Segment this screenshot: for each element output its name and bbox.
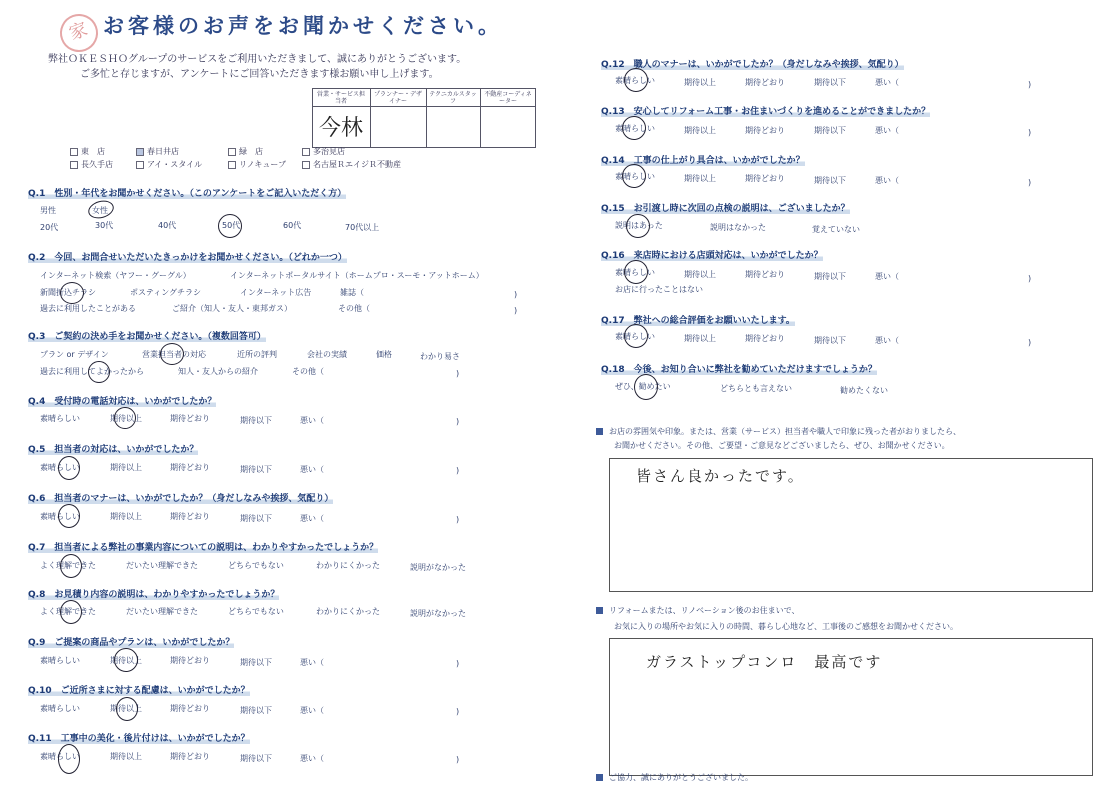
rating-option[interactable]: 期待以上	[110, 752, 142, 761]
answer-circle	[116, 697, 138, 721]
rating-option[interactable]: 期待以上	[684, 78, 716, 87]
store-option[interactable]: リノキューブ	[228, 159, 286, 170]
rating-option[interactable]: 素晴らしい	[615, 124, 655, 133]
answer-circle	[88, 361, 110, 383]
question-q17: Q.17 弊社への総合評価をお願いいたします。	[601, 316, 795, 326]
q1-gender-female[interactable]: 女性	[92, 206, 108, 215]
rating-option[interactable]: 悪い（	[300, 416, 324, 425]
q1-age-20[interactable]: 20代	[40, 223, 59, 232]
answer-circle	[58, 744, 80, 774]
rating-option[interactable]: 悪い（	[300, 706, 324, 715]
intro-line-2: ご多忙と存じますが、アンケートにご回答いただきます様お願い申し上げます。	[80, 69, 439, 80]
rating-option[interactable]: 期待以上	[684, 270, 716, 279]
q3-option[interactable]: わかり易さ	[420, 352, 460, 361]
comments2-answer: ガラストップコンロ 最高です	[646, 653, 883, 671]
paren-close: )	[1028, 128, 1032, 137]
checkbox-icon	[302, 161, 310, 169]
paren-close: )	[1028, 274, 1032, 283]
q2-option[interactable]: インターネット広告	[240, 288, 312, 297]
understanding-option[interactable]: 説明がなかった	[410, 609, 466, 618]
page-title: お客様のお声をお聞かせください。	[103, 14, 503, 38]
rating-option[interactable]: 期待どおり	[170, 463, 210, 472]
question-q15: Q.15 お引渡し時に次回の点検の説明は、ございましたか？	[601, 204, 850, 214]
company-seal: 家	[55, 9, 104, 58]
question-q12: Q.12 職人のマナーは、いかがでしたか？（身だしなみや挨拶、気配り）	[601, 60, 904, 70]
checkbox-icon	[228, 148, 236, 156]
answer-circle	[58, 504, 80, 528]
paren-close: )	[456, 466, 460, 475]
understanding-option[interactable]: どちらでもない	[228, 561, 284, 570]
paren-close: )	[456, 659, 460, 668]
answer-circle	[622, 164, 646, 188]
question-q2: Q.2 今回、お問合せいただいたきっかけをお聞かせください。（どれか一つ）	[28, 253, 347, 263]
rating-option[interactable]: 悪い（	[300, 514, 324, 523]
rating-option[interactable]: 期待以上	[684, 174, 716, 183]
q16-extra-option[interactable]: お店に行ったことはない	[615, 285, 703, 294]
comments1-prompt-2: お聞かせください。その他、ご要望・ご意見などございましたら、ぜひ、お聞かせください。	[614, 441, 950, 450]
question-q3: Q.3 ご契約の決め手をお聞かせください。（複数回答可）	[28, 332, 266, 342]
understanding-option[interactable]: どちらでもない	[228, 607, 284, 616]
answer-circle	[114, 407, 136, 429]
rating-option[interactable]: 悪い（	[300, 465, 324, 474]
understanding-option[interactable]: だいたい理解できた	[126, 561, 198, 570]
answer-circle	[622, 116, 646, 140]
q1-age-40[interactable]: 40代	[158, 221, 177, 230]
q3-option[interactable]: 近所の評判	[237, 350, 277, 359]
q15-option[interactable]: 説明はあった	[615, 221, 663, 230]
answer-circle	[114, 648, 138, 672]
rating-option[interactable]: 悪い（	[875, 126, 899, 135]
question-q4: Q.4 受付時の電話対応は、いかがでしたか？	[28, 397, 217, 407]
rating-option[interactable]: 悪い（	[875, 176, 899, 185]
paren-close: )	[456, 417, 460, 426]
answer-circle	[624, 68, 648, 92]
answer-circle	[624, 260, 648, 284]
q2-option[interactable]: インターネット検索（ヤフー・グーグル）	[40, 271, 191, 280]
rating-option[interactable]: 期待以上	[110, 656, 142, 665]
rating-option[interactable]: 素晴らしい	[40, 752, 80, 761]
question-q18: Q.18 今後、お知り合いに弊社を勧めていただけますでしょうか？	[601, 365, 877, 375]
rating-option[interactable]: 期待以上	[110, 512, 142, 521]
rating-option[interactable]: 期待以下	[240, 658, 272, 667]
rating-option[interactable]: 期待どおり	[170, 704, 210, 713]
q1-age-50[interactable]: 50代	[222, 221, 241, 230]
understanding-option[interactable]: 説明がなかった	[410, 563, 466, 572]
rating-option[interactable]: 期待どおり	[170, 656, 210, 665]
answer-circle	[160, 343, 184, 365]
rating-option[interactable]: 期待以下	[814, 176, 846, 185]
q2-option[interactable]: ポスティングチラシ	[130, 288, 202, 297]
rating-option[interactable]: 悪い（	[875, 336, 899, 345]
rating-option[interactable]: 素晴らしい	[40, 414, 80, 423]
q1-age-60[interactable]: 60代	[283, 221, 302, 230]
square-bullet-icon	[596, 774, 603, 781]
rating-option[interactable]: 素晴らしい	[40, 512, 80, 521]
rating-option[interactable]: 期待どおり	[745, 270, 785, 279]
rating-option[interactable]: 素晴らしい	[615, 172, 655, 181]
rating-option[interactable]: 期待以上	[110, 463, 142, 472]
checkbox-icon	[70, 161, 78, 169]
staff-col-line	[426, 89, 427, 147]
rating-option[interactable]: 期待どおり	[745, 126, 785, 135]
paren-close: )	[1028, 178, 1032, 187]
rating-option[interactable]: 期待以下	[240, 754, 272, 763]
rating-option[interactable]: 素晴らしい	[40, 704, 80, 713]
q3-option[interactable]: 価格	[376, 350, 392, 359]
staff-col-sales: 営業・サービス担当者	[316, 91, 365, 105]
rating-option[interactable]: 期待以下	[814, 272, 846, 281]
rating-option[interactable]: 期待以下	[814, 126, 846, 135]
rating-option[interactable]: 期待どおり	[745, 174, 785, 183]
comments2-prompt-2: お気に入りの場所やお気に入りの時間、暮らし心地など、工事後のご感想をお聞かせください。	[614, 622, 958, 631]
store-option[interactable]: 緑 店	[228, 146, 263, 157]
paren-close: )	[456, 515, 460, 524]
rating-option[interactable]: 期待以下	[240, 706, 272, 715]
q15-option[interactable]: 説明はなかった	[710, 223, 766, 232]
paren-close: )	[456, 369, 460, 378]
paren-close: )	[1028, 338, 1032, 347]
question-q5: Q.5 担当者の対応は、いかがでしたか？	[28, 445, 199, 455]
answer-circle	[634, 374, 658, 400]
q1-age-70[interactable]: 70代以上	[345, 223, 380, 232]
rating-option[interactable]: 期待どおり	[170, 512, 210, 521]
footer-thanks: ご協力、誠にありがとうございました。	[596, 772, 753, 783]
q3-option[interactable]: 会社の実績	[307, 350, 347, 359]
rating-option[interactable]: 悪い（	[875, 78, 899, 87]
q2-option[interactable]: ご紹介（知人・友人・東邦ガス）	[172, 304, 292, 313]
rating-option[interactable]: 素晴らしい	[615, 268, 655, 277]
store-option[interactable]: 東 店	[70, 146, 105, 157]
checkbox-icon	[136, 161, 144, 169]
rating-option[interactable]: 期待以下	[240, 465, 272, 474]
rating-option[interactable]: 悪い（	[300, 658, 324, 667]
answer-circle	[60, 282, 84, 304]
answer-circle	[86, 198, 116, 221]
rating-option[interactable]: 悪い（	[300, 754, 324, 763]
answer-circle	[624, 324, 648, 348]
comments2-prompt: リフォームまたは、リノベーション後のお住まいで、	[596, 605, 799, 616]
paren-close: )	[1028, 80, 1032, 89]
question-q13: Q.13 安心してリフォーム工事・お住まいづくりを進めることができましたか？	[601, 107, 931, 117]
rating-option[interactable]: 素晴らしい	[40, 656, 80, 665]
paren-close: )	[514, 306, 518, 315]
rating-option[interactable]: 期待どおり	[170, 414, 210, 423]
paren-close: )	[514, 290, 518, 299]
square-bullet-icon	[596, 607, 603, 614]
rating-option[interactable]: 素晴らしい	[615, 332, 655, 341]
q2-option[interactable]: 過去に利用したことがある	[40, 304, 136, 313]
paren-close: )	[456, 755, 460, 764]
question-q10: Q.10 ご近所さまに対する配慮は、いかがでしたか？	[28, 686, 250, 696]
staff-table-divider	[313, 106, 535, 107]
q3-option[interactable]: 知人・友人からの紹介	[178, 367, 258, 376]
understanding-option[interactable]: よく理解できた	[40, 607, 96, 616]
answer-circle	[60, 554, 82, 578]
rating-option[interactable]: 期待どおり	[745, 334, 785, 343]
comments2-box[interactable]	[609, 638, 1093, 776]
rating-option[interactable]: 期待以上	[684, 334, 716, 343]
q2-option[interactable]: その他（	[338, 304, 370, 313]
understanding-option[interactable]: わかりにくかった	[316, 607, 380, 616]
staff-col-technical: テクニカルスタッフ	[429, 91, 477, 105]
question-q9: Q.9 ご提案の商品やプランは、いかがでしたか？	[28, 638, 235, 648]
staff-col-line	[370, 89, 371, 147]
staff-col-realestate: 不動産コーディネーター	[484, 91, 532, 105]
intro-line-1: 弊社ＯＫＥＳＨＯグループのサービスをご利用いただきまして、誠にありがとうございます。	[48, 54, 467, 65]
store-option[interactable]: 長久手店	[70, 159, 113, 170]
staff-col-planner: プランナー・デザイナー	[373, 91, 422, 105]
q1-age-30[interactable]: 30代	[95, 221, 114, 230]
store-option[interactable]: 春日井店	[136, 146, 179, 157]
q18-option[interactable]: どちらとも言えない	[720, 384, 792, 393]
rating-option[interactable]: 素晴らしい	[40, 463, 80, 472]
q1-gender-male[interactable]: 男性	[40, 206, 56, 215]
q2-option[interactable]: 新聞折込チラシ	[40, 288, 96, 297]
store-option[interactable]: 多治見店	[302, 146, 345, 157]
answer-circle	[626, 214, 650, 238]
comments1-prompt: お店の雰囲気や印象。または、営業（サービス）担当者や職人で印象に残った者がおりましたら、	[596, 426, 961, 437]
q3-option[interactable]: プラン or デザイン	[40, 350, 109, 359]
comments1-answer: 皆さん良かったです。	[636, 467, 805, 485]
question-q8: Q.8 お見積り内容の説明は、わかりやすかったでしょうか？	[28, 590, 280, 600]
q18-option[interactable]: ぜひ、勧めたい	[615, 382, 671, 391]
rating-option[interactable]: 期待以上	[110, 704, 142, 713]
q3-option[interactable]: その他（	[292, 367, 324, 376]
understanding-option[interactable]: わかりにくかった	[316, 561, 380, 570]
checkbox-checked-icon	[136, 148, 144, 156]
answer-circle	[60, 600, 82, 624]
comments1-box[interactable]	[609, 458, 1093, 592]
staff-table	[312, 88, 536, 148]
question-q14: Q.14 工事の仕上がり具合は、いかがでしたか？	[601, 156, 805, 166]
rating-option[interactable]: 期待以下	[240, 514, 272, 523]
question-q11: Q.11 工事中の美化・後片付けは、いかがでしたか？	[28, 734, 250, 744]
rating-option[interactable]: 期待以下	[814, 78, 846, 87]
store-option[interactable]: 名古屋ＲエイジＲ不動産	[302, 159, 401, 170]
rating-option[interactable]: 期待以下	[240, 416, 272, 425]
understanding-option[interactable]: よく理解できた	[40, 561, 96, 570]
paren-close: )	[456, 707, 460, 716]
rating-option[interactable]: 素晴らしい	[615, 76, 655, 85]
store-option[interactable]: アイ・スタイル	[136, 159, 202, 170]
answer-circle	[218, 214, 242, 238]
answer-circle	[58, 456, 80, 480]
understanding-option[interactable]: だいたい理解できた	[126, 607, 198, 616]
staff-name-handwritten: 今林	[319, 116, 364, 141]
rating-option[interactable]: 期待以上	[110, 414, 142, 423]
q3-option[interactable]: 過去に利用してよかったから	[40, 367, 144, 376]
checkbox-icon	[228, 161, 236, 169]
rating-option[interactable]: 期待どおり	[745, 78, 785, 87]
question-q1: Q.1 性別・年代をお聞かせください。（このアンケートをご記入いただく方）	[28, 189, 347, 199]
staff-col-line	[480, 89, 481, 147]
question-q16: Q.16 来店時における店頭対応は、いかがでしたか？	[601, 251, 823, 261]
checkbox-icon	[70, 148, 78, 156]
q2-option[interactable]: 雑誌（	[340, 288, 364, 297]
q2-option[interactable]: インターネットポータルサイト（ホームプロ・スーモ・アットホーム）	[230, 271, 484, 280]
q18-option[interactable]: 勧めたくない	[840, 386, 888, 395]
rating-option[interactable]: 期待以下	[814, 336, 846, 345]
question-q7: Q.7 担当者による弊社の事業内容についての説明は、わかりやすかったでしょうか？	[28, 543, 379, 553]
q3-option[interactable]: 営業担当者の対応	[142, 350, 206, 359]
square-bullet-icon	[596, 428, 603, 435]
rating-option[interactable]: 悪い（	[875, 272, 899, 281]
checkbox-icon	[302, 148, 310, 156]
rating-option[interactable]: 期待どおり	[170, 752, 210, 761]
question-q6: Q.6 担当者のマナーは、いかがでしたか？（身だしなみや挨拶、気配り）	[28, 494, 334, 504]
q15-option[interactable]: 覚えていない	[812, 225, 860, 234]
rating-option[interactable]: 期待以上	[684, 126, 716, 135]
